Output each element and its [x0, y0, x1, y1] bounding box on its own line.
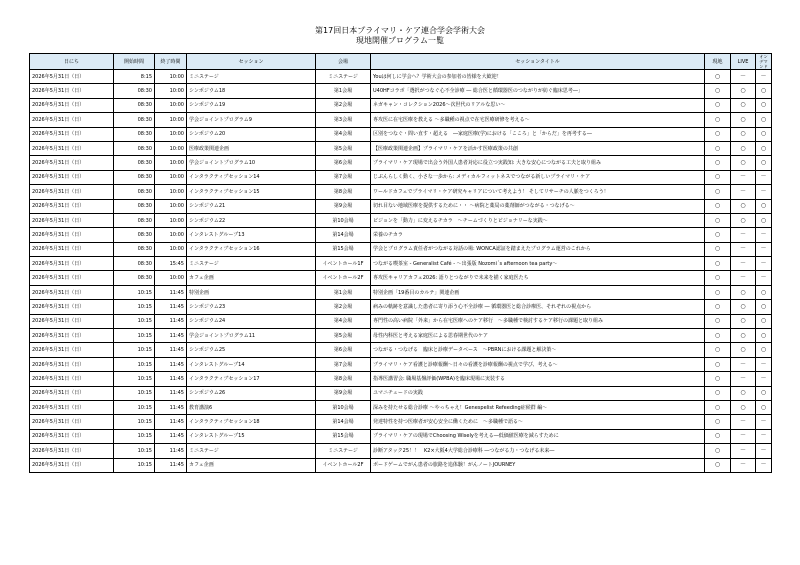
onsite-cell: ○	[705, 458, 731, 472]
start-time-cell: 08:30	[114, 185, 155, 199]
session-cell: 学会ジョイントプログラム9	[187, 113, 316, 127]
live-cell: ○	[731, 386, 756, 400]
onsite-cell: ○	[705, 429, 731, 443]
live-cell: －	[731, 415, 756, 429]
start-time-cell: 10:15	[114, 300, 155, 314]
table-row	[30, 84, 772, 98]
live-cell: ○	[731, 141, 756, 155]
header-date: 日にち	[30, 54, 114, 70]
live-cell: ○	[731, 314, 756, 328]
venue-cell: 第1会場	[316, 285, 371, 299]
header-onsite: 現地	[705, 54, 731, 70]
start-time-cell: 10:15	[114, 343, 155, 357]
live-cell: ○	[731, 84, 756, 98]
venue-cell: ミニステージ	[316, 70, 371, 84]
table-row	[30, 372, 772, 386]
header-session-title: セッションタイトル	[371, 54, 705, 70]
end-time-cell: 10:00	[155, 127, 187, 141]
venue-cell: 第4会場	[316, 314, 371, 328]
session-cell: インタラクティブセッション18	[187, 415, 316, 429]
session-title-cell: 学会とプログラム責任者がつながる対話の場: WONCA認証を踏まえたプログラム運営のこれから	[371, 242, 705, 256]
end-time-cell: 10:00	[155, 170, 187, 184]
session-title-cell: 深みを持たせる総合診療 ～やっちゃえ！Genespelist Refeeding症候群 編～	[371, 400, 705, 414]
ondemand-cell: ○	[756, 400, 772, 414]
end-time-cell: 10:00	[155, 98, 187, 112]
date-cell: 2026年5月31日（日）	[30, 271, 114, 285]
session-cell: インタレストグループ15	[187, 429, 316, 443]
live-cell: －	[731, 372, 756, 386]
ondemand-cell: －	[756, 357, 772, 371]
date-cell: 2026年5月31日（日）	[30, 386, 114, 400]
venue-cell: 第10会場	[316, 213, 371, 227]
start-time-cell: 08:30	[114, 213, 155, 227]
live-cell: ○	[731, 113, 756, 127]
start-time-cell: 10:15	[114, 314, 155, 328]
venue-cell: 第3会場	[316, 113, 371, 127]
start-time-cell: 08:30	[114, 228, 155, 242]
end-time-cell: 10:00	[155, 213, 187, 227]
end-time-cell: 10:00	[155, 156, 187, 170]
ondemand-cell: ○	[756, 343, 772, 357]
ondemand-cell: ○	[756, 113, 772, 127]
table-row	[30, 70, 772, 84]
live-cell: ○	[731, 300, 756, 314]
live-cell: －	[731, 444, 756, 458]
venue-cell: 第9会場	[316, 199, 371, 213]
end-time-cell: 10:00	[155, 199, 187, 213]
onsite-cell: ○	[705, 257, 731, 271]
live-cell: －	[731, 242, 756, 256]
live-cell: －	[731, 458, 756, 472]
onsite-cell: ○	[705, 300, 731, 314]
session-title-cell: ボードゲームでがん患者の旅路を追体験！がんノートJOURNEY	[371, 458, 705, 472]
start-time-cell: 08:30	[114, 127, 155, 141]
session-cell: カフェ企画	[187, 271, 316, 285]
table-row	[30, 141, 772, 155]
end-time-cell: 11:45	[155, 415, 187, 429]
session-cell: インタラクティブセッション17	[187, 372, 316, 386]
venue-cell: 第2会場	[316, 300, 371, 314]
session-cell: ミニステージ	[187, 257, 316, 271]
end-time-cell: 11:45	[155, 444, 187, 458]
venue-cell: 第8会場	[316, 185, 371, 199]
venue-cell: 第14会場	[316, 415, 371, 429]
table-row	[30, 458, 772, 472]
session-cell: 学会ジョイントプログラム11	[187, 329, 316, 343]
session-title-cell: 専門性の高い病院「外来」から在宅医療へのケア移行 ～多職種で検討するケア移行の課題と取り組み	[371, 314, 705, 328]
session-title-cell: 専攻医に在宅医療を教える ～多職種の視点で在宅医療研修を考える～	[371, 113, 705, 127]
session-cell: 学会ジョイントプログラム10	[187, 156, 316, 170]
date-cell: 2026年5月31日（日）	[30, 242, 114, 256]
live-cell: ○	[731, 156, 756, 170]
session-title-cell: プライマリ・ケア現場で出会う外国人患者対応に役立つ実践知: 大きな安心につながる工夫と取り組み	[371, 156, 705, 170]
session-cell: 教育講演6	[187, 400, 316, 414]
session-title-cell: つながる喫茶室 - Generalist Café - ～出張版 Nozomi´s afternoon tea party～	[371, 257, 705, 271]
session-cell: シンポジウム23	[187, 300, 316, 314]
start-time-cell: 10:15	[114, 400, 155, 414]
live-cell: －	[731, 228, 756, 242]
ondemand-cell: －	[756, 70, 772, 84]
date-cell: 2026年5月31日（日）	[30, 156, 114, 170]
ondemand-cell: －	[756, 170, 772, 184]
onsite-cell: ○	[705, 357, 731, 371]
onsite-cell: ○	[705, 314, 731, 328]
table-row	[30, 98, 772, 112]
onsite-cell: ○	[705, 372, 731, 386]
session-title-cell: 区別をつなぐ・問い直す・超える ―家庭医療(学)における「こころ」と「からだ」を再考する―	[371, 127, 705, 141]
live-cell: ○	[731, 127, 756, 141]
start-time-cell: 10:15	[114, 444, 155, 458]
session-title-cell: プライマリ・ケアの現場でChoosing Wiselyを考える―低価値医療を減らすために	[371, 429, 705, 443]
onsite-cell: ○	[705, 70, 731, 84]
session-title-cell: 専攻医キャリアカフェ2026: 語りとつながりで未来を描く家庭医たち	[371, 271, 705, 285]
start-time-cell: 08:30	[114, 257, 155, 271]
end-time-cell: 10:00	[155, 185, 187, 199]
live-cell: ○	[731, 400, 756, 414]
date-cell: 2026年5月31日（日）	[30, 170, 114, 184]
table-row	[30, 271, 772, 285]
start-time-cell: 10:15	[114, 386, 155, 400]
table-row	[30, 314, 772, 328]
onsite-cell: ○	[705, 185, 731, 199]
ondemand-cell: ○	[756, 213, 772, 227]
session-title-cell: 【医療政策関連企画】プライマリ・ケアを活かす医療政策の共創	[371, 141, 705, 155]
ondemand-cell: ○	[756, 386, 772, 400]
table-row	[30, 400, 772, 414]
start-time-cell: 08:30	[114, 113, 155, 127]
table-header-row	[30, 54, 772, 70]
end-time-cell: 11:45	[155, 429, 187, 443]
onsite-cell: ○	[705, 386, 731, 400]
ondemand-cell: －	[756, 372, 772, 386]
table-row	[30, 343, 772, 357]
ondemand-cell: ○	[756, 156, 772, 170]
date-cell: 2026年5月31日（日）	[30, 113, 114, 127]
venue-cell: 第14会場	[316, 228, 371, 242]
header-live: LIVE	[731, 54, 756, 70]
live-cell: ○	[731, 343, 756, 357]
venue-cell: 第5会場	[316, 141, 371, 155]
session-cell: 特別企画	[187, 285, 316, 299]
table-row	[30, 285, 772, 299]
start-time-cell: 10:15	[114, 372, 155, 386]
onsite-cell: ○	[705, 127, 731, 141]
session-title-cell: 指導医講習会: 職場基盤評価(WPBA)を臨床現場に実装する	[371, 372, 705, 386]
venue-cell: 第6会場	[316, 343, 371, 357]
ondemand-cell: －	[756, 242, 772, 256]
ondemand-cell: ○	[756, 127, 772, 141]
date-cell: 2026年5月31日（日）	[30, 329, 114, 343]
session-cell: シンポジウム20	[187, 127, 316, 141]
session-cell: インタラクティブセッション15	[187, 185, 316, 199]
session-cell: ミニステージ	[187, 444, 316, 458]
session-cell: シンポジウム19	[187, 98, 316, 112]
end-time-cell: 10:00	[155, 242, 187, 256]
table-row	[30, 242, 772, 256]
session-title-cell: つながる・つなげる 臨床と診療データベース ～PBRNにおける課題と解決策～	[371, 343, 705, 357]
date-cell: 2026年5月31日（日）	[30, 300, 114, 314]
live-cell: －	[731, 170, 756, 184]
venue-cell: イベントホール1F	[316, 257, 371, 271]
end-time-cell: 11:45	[155, 458, 187, 472]
venue-cell: 第4会場	[316, 127, 371, 141]
date-cell: 2026年5月31日（日）	[30, 84, 114, 98]
end-time-cell: 10:00	[155, 141, 187, 155]
onsite-cell: ○	[705, 170, 731, 184]
venue-cell: ミニステージ	[316, 444, 371, 458]
live-cell: －	[731, 271, 756, 285]
session-cell: 医療政策関連企画	[187, 141, 316, 155]
live-cell: －	[731, 357, 756, 371]
onsite-cell: ○	[705, 343, 731, 357]
onsite-cell: ○	[705, 113, 731, 127]
date-cell: 2026年5月31日（日）	[30, 314, 114, 328]
venue-cell: 第1会場	[316, 84, 371, 98]
ondemand-cell: ○	[756, 300, 772, 314]
live-cell: ○	[731, 285, 756, 299]
table-row	[30, 127, 772, 141]
onsite-cell: ○	[705, 98, 731, 112]
date-cell: 2026年5月31日（日）	[30, 213, 114, 227]
ondemand-cell: ○	[756, 199, 772, 213]
session-title-cell: 母性内科医と考える家庭医による思春期世代のケア	[371, 329, 705, 343]
page-subtitle: 現地開催プログラム一覧	[356, 36, 444, 45]
start-time-cell: 10:15	[114, 415, 155, 429]
table-row	[30, 444, 772, 458]
end-time-cell: 11:45	[155, 357, 187, 371]
session-title-cell: ビジョンを「動力」に変えるチカラ ～チームづくりとビジョナリーな実践～	[371, 213, 705, 227]
table-row	[30, 257, 772, 271]
session-cell: インタレストグループ14	[187, 357, 316, 371]
session-cell: シンポジウム22	[187, 213, 316, 227]
session-title-cell: じぶんらしく動く、小さな一歩から: メディカルフィットネスでつながる新しいプライマリ・ケア	[371, 170, 705, 184]
start-time-cell: 08:30	[114, 170, 155, 184]
venue-cell: イベントホール2F	[316, 271, 371, 285]
table-row	[30, 213, 772, 227]
onsite-cell: ○	[705, 199, 731, 213]
venue-cell: 第7会場	[316, 357, 371, 371]
venue-cell: 第15会場	[316, 242, 371, 256]
onsite-cell: ○	[705, 84, 731, 98]
live-cell: ○	[731, 213, 756, 227]
end-time-cell: 11:45	[155, 343, 187, 357]
ondemand-cell: －	[756, 415, 772, 429]
venue-cell: 第9会場	[316, 386, 371, 400]
start-time-cell: 10:15	[114, 285, 155, 299]
session-title-cell: U40HFコラボ「選択がつなぐ心不全診療 ― 総合医と循環器医のつながりが紡ぐ臨床思考―」	[371, 84, 705, 98]
date-cell: 2026年5月31日（日）	[30, 458, 114, 472]
end-time-cell: 11:45	[155, 329, 187, 343]
session-title-cell: 発達特性を持つ医療者が安心安全に働くために ～多職種で語る～	[371, 415, 705, 429]
end-time-cell: 11:45	[155, 400, 187, 414]
session-cell: インタレストグループ13	[187, 228, 316, 242]
header-session: セッション	[187, 54, 316, 70]
venue-cell: 第8会場	[316, 372, 371, 386]
table-row	[30, 170, 772, 184]
session-cell: インタラクティブセッション14	[187, 170, 316, 184]
end-time-cell: 11:45	[155, 386, 187, 400]
onsite-cell: ○	[705, 415, 731, 429]
date-cell: 2026年5月31日（日）	[30, 400, 114, 414]
start-time-cell: 08:30	[114, 199, 155, 213]
ondemand-cell: －	[756, 185, 772, 199]
venue-cell: 第15会場	[316, 429, 371, 443]
table-row	[30, 357, 772, 371]
ondemand-cell: －	[756, 271, 772, 285]
onsite-cell: ○	[705, 400, 731, 414]
date-cell: 2026年5月31日（日）	[30, 415, 114, 429]
session-title-cell: ネガキャン・コレクション2026～次世代のリアルな思い～	[371, 98, 705, 112]
end-time-cell: 10:00	[155, 228, 187, 242]
session-title-cell: ユマニチュードの実践	[371, 386, 705, 400]
ondemand-cell: ○	[756, 141, 772, 155]
end-time-cell: 10:00	[155, 113, 187, 127]
date-cell: 2026年5月31日（日）	[30, 127, 114, 141]
live-cell: －	[731, 70, 756, 84]
session-title-cell: Youは何しに学会へ？学術大会の参加者の皆様を大歓迎！	[371, 70, 705, 84]
session-cell: シンポジウム24	[187, 314, 316, 328]
ondemand-cell: ○	[756, 314, 772, 328]
start-time-cell: 8:15	[114, 70, 155, 84]
date-cell: 2026年5月31日（日）	[30, 285, 114, 299]
onsite-cell: ○	[705, 271, 731, 285]
date-cell: 2026年5月31日（日）	[30, 257, 114, 271]
table-row	[30, 415, 772, 429]
page-title: 第17回日本プライマリ・ケア連合学会学術大会	[315, 26, 485, 35]
ondemand-cell: －	[756, 429, 772, 443]
start-time-cell: 08:30	[114, 242, 155, 256]
session-title-cell: 特別企画「19番目のカルテ」関連企画	[371, 285, 705, 299]
date-cell: 2026年5月31日（日）	[30, 199, 114, 213]
start-time-cell: 08:30	[114, 141, 155, 155]
venue-cell: イベントホール2F	[316, 458, 371, 472]
end-time-cell: 10:00	[155, 70, 187, 84]
onsite-cell: ○	[705, 213, 731, 227]
session-title-cell: プライマリ・ケア看護と診療報酬～日々の看護を診療報酬の視点で学び、考える～	[371, 357, 705, 371]
date-cell: 2026年5月31日（日）	[30, 185, 114, 199]
session-cell: カフェ企画	[187, 458, 316, 472]
table-row	[30, 429, 772, 443]
table-row	[30, 113, 772, 127]
onsite-cell: ○	[705, 228, 731, 242]
ondemand-cell: ○	[756, 98, 772, 112]
end-time-cell: 11:45	[155, 372, 187, 386]
table-row	[30, 329, 772, 343]
date-cell: 2026年5月31日（日）	[30, 141, 114, 155]
venue-cell: 第2会場	[316, 98, 371, 112]
table-row	[30, 156, 772, 170]
session-cell: シンポジウム21	[187, 199, 316, 213]
end-time-cell: 11:45	[155, 285, 187, 299]
header-end: 終了時間	[155, 54, 187, 70]
onsite-cell: ○	[705, 444, 731, 458]
session-cell: シンポジウム18	[187, 84, 316, 98]
session-title-cell: ワールドカフェでプライマリ・ケア研究キャリアについて考えよう！ そしてリサーチの人脈をつくろう！	[371, 185, 705, 199]
ondemand-cell: ○	[756, 285, 772, 299]
live-cell: －	[731, 257, 756, 271]
start-time-cell: 10:15	[114, 329, 155, 343]
ondemand-cell: －	[756, 257, 772, 271]
end-time-cell: 11:45	[155, 300, 187, 314]
end-time-cell: 10:00	[155, 271, 187, 285]
start-time-cell: 08:30	[114, 84, 155, 98]
session-title-cell: 病みの軌跡を意識した患者に寄り添う心不全診療 ― 循環器医と総合診療医、それぞれの視点から	[371, 300, 705, 314]
venue-cell: 第10会場	[316, 400, 371, 414]
date-cell: 2026年5月31日（日）	[30, 357, 114, 371]
onsite-cell: ○	[705, 141, 731, 155]
start-time-cell: 08:30	[114, 156, 155, 170]
table-row	[30, 228, 772, 242]
ondemand-cell: －	[756, 444, 772, 458]
program-table	[29, 53, 772, 473]
date-cell: 2026年5月31日（日）	[30, 343, 114, 357]
live-cell: ○	[731, 98, 756, 112]
venue-cell: 第7会場	[316, 170, 371, 184]
onsite-cell: ○	[705, 329, 731, 343]
live-cell: －	[731, 185, 756, 199]
venue-cell: 第6会場	[316, 156, 371, 170]
table-row	[30, 300, 772, 314]
end-time-cell: 11:45	[155, 314, 187, 328]
live-cell: －	[731, 429, 756, 443]
ondemand-cell: ○	[756, 329, 772, 343]
date-cell: 2026年5月31日（日）	[30, 98, 114, 112]
onsite-cell: ○	[705, 242, 731, 256]
session-cell: ミニステージ	[187, 70, 316, 84]
session-cell: シンポジウム25	[187, 343, 316, 357]
table-row	[30, 199, 772, 213]
date-cell: 2026年5月31日（日）	[30, 429, 114, 443]
venue-cell: 第5会場	[316, 329, 371, 343]
date-cell: 2026年5月31日（日）	[30, 372, 114, 386]
ondemand-cell: －	[756, 228, 772, 242]
start-time-cell: 08:30	[114, 271, 155, 285]
start-time-cell: 10:15	[114, 429, 155, 443]
session-title-cell: 切れ目ない地域医療を提供するために・・ ～病院と薬局の薬剤師がつながる・つなげる～	[371, 199, 705, 213]
end-time-cell: 10:00	[155, 84, 187, 98]
end-time-cell: 15:45	[155, 257, 187, 271]
onsite-cell: ○	[705, 285, 731, 299]
ondemand-cell: ○	[756, 84, 772, 98]
date-cell: 2026年5月31日（日）	[30, 70, 114, 84]
session-title-cell: 診断アタック25！！ K2×大阪4大学総合診療科 ―つながる力・つなげる未来―	[371, 444, 705, 458]
session-title-cell: 栄養のチカラ	[371, 228, 705, 242]
start-time-cell: 10:15	[114, 357, 155, 371]
table-row	[30, 386, 772, 400]
session-cell: シンポジウム26	[187, 386, 316, 400]
header-ondemand: オンデマンド	[756, 54, 772, 70]
onsite-cell: ○	[705, 156, 731, 170]
header-venue: 会場	[316, 54, 371, 70]
ondemand-cell: －	[756, 458, 772, 472]
date-cell: 2026年5月31日（日）	[30, 228, 114, 242]
session-cell: インタラクティブセッション16	[187, 242, 316, 256]
table-row	[30, 185, 772, 199]
start-time-cell: 08:30	[114, 98, 155, 112]
live-cell: ○	[731, 329, 756, 343]
live-cell: ○	[731, 199, 756, 213]
date-cell: 2026年5月31日（日）	[30, 444, 114, 458]
start-time-cell: 10:15	[114, 458, 155, 472]
header-start: 開始時間	[114, 54, 155, 70]
